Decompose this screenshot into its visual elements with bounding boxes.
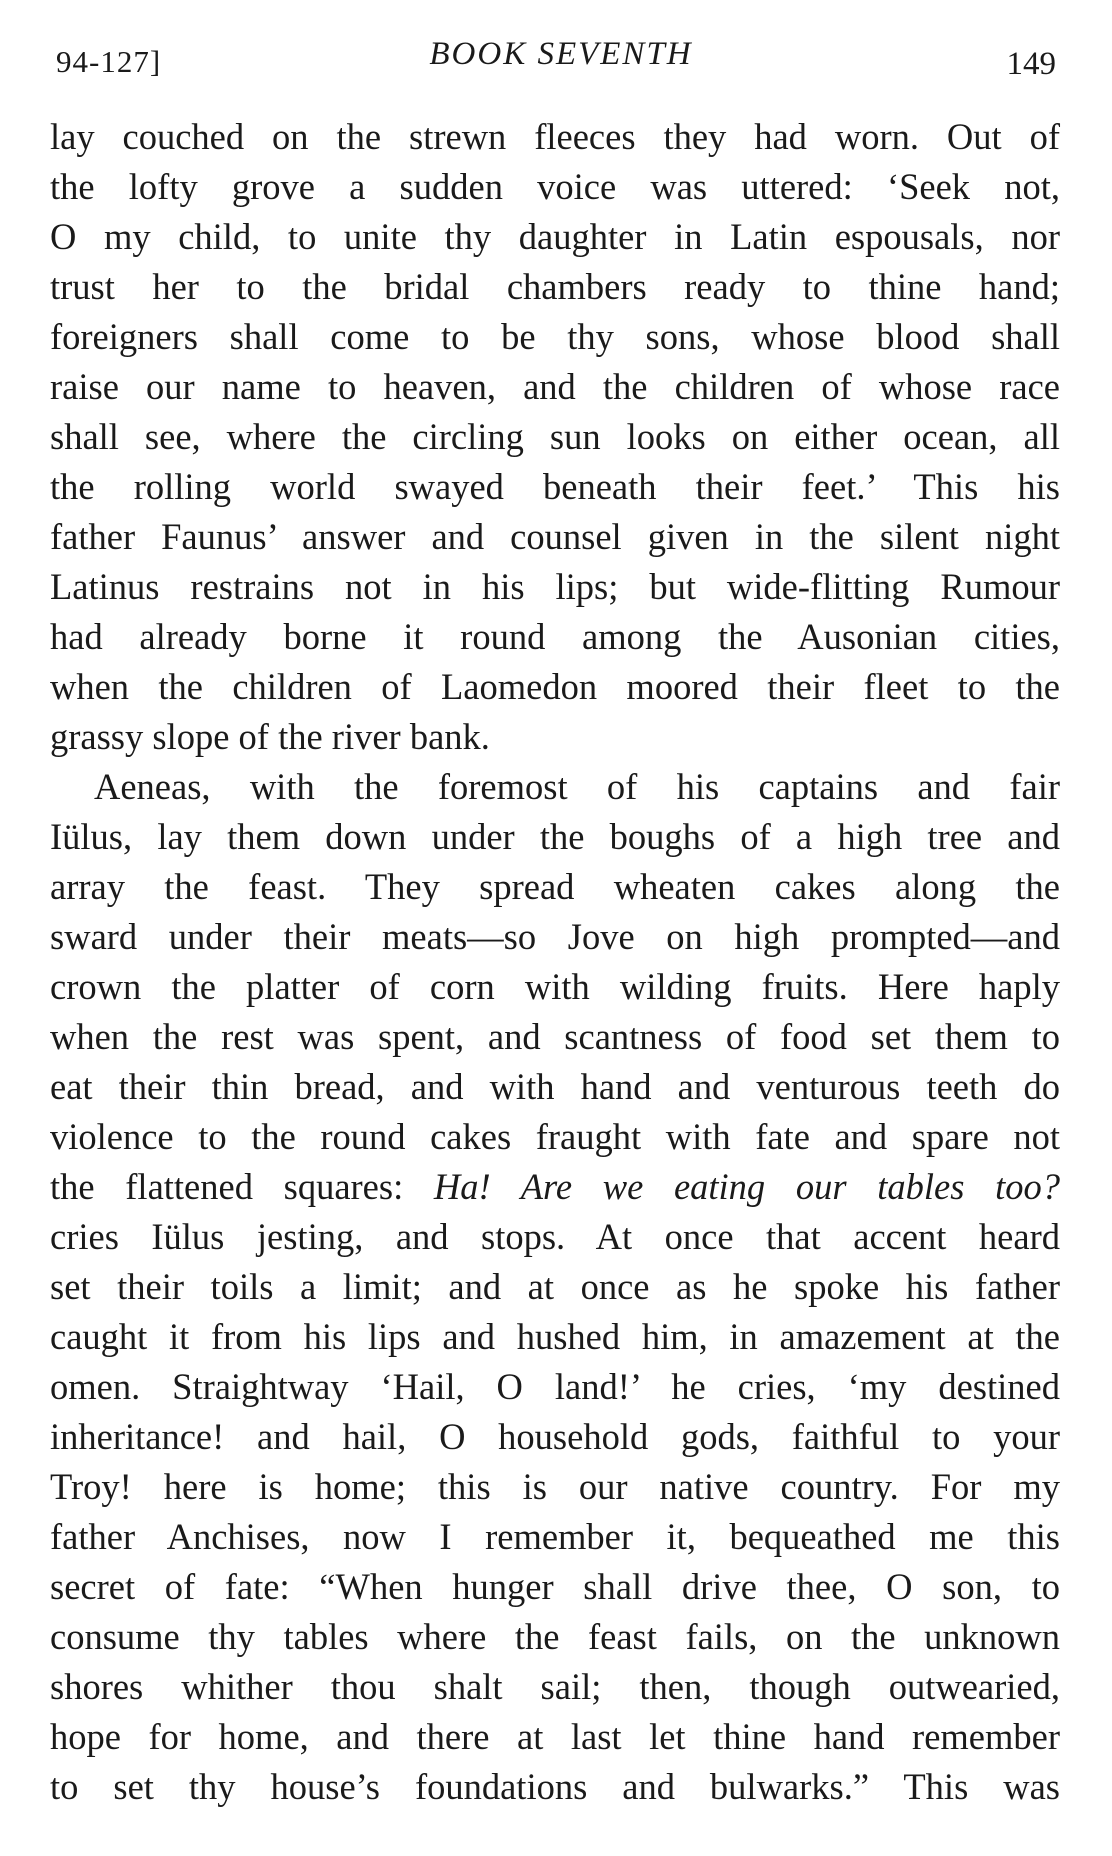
text-line: lay couched on the strewn fleeces they had worn. Out of xyxy=(50,116,1060,157)
running-head xyxy=(56,36,1066,96)
text-line: omen. Straightway ‘Hail, O land!’ he cries, ‘my destined xyxy=(50,1366,1060,1407)
text-line: when the rest was spent, and scantness of food set them to xyxy=(50,1016,1060,1057)
text-line: foreigners shall come to be thy sons, whose blood shall xyxy=(50,316,1060,357)
paragraph-end-line: grassy slope of the river bank. xyxy=(50,716,490,757)
text-line: eat their thin bread, and with hand and venturous teeth do xyxy=(50,1066,1060,1107)
text-line: O my child, to unite thy daughter in Latin espousals, nor xyxy=(50,216,1060,257)
text-line-with-italic xyxy=(50,1162,1060,1212)
text-line: Iülus, lay them down under the boughs of a high tree and xyxy=(50,816,1060,857)
text-line: cries Iülus jesting, and stops. At once that accent heard xyxy=(50,1216,1060,1257)
text-line: violence to the round cakes fraught with fate and spare not xyxy=(50,1116,1060,1157)
text-line: inheritance! and hail, O household gods, faithful to your xyxy=(50,1416,1060,1457)
text-line: the lofty grove a sudden voice was uttered: ‘Seek not, xyxy=(50,166,1060,207)
book-title: BOOK SEVENTH xyxy=(429,36,693,72)
text-line: sward under their meats—so Jove on high prompted—and xyxy=(50,916,1060,957)
text-line: Troy! here is home; this is our native country. For my xyxy=(50,1466,1060,1507)
text-line: Latinus restrains not in his lips; but wide-flitting Rumour xyxy=(50,566,1060,607)
text-line: hope for home, and there at last let thine hand remember xyxy=(50,1716,1060,1757)
text-line: trust her to the bridal chambers ready to thine hand; xyxy=(50,266,1060,307)
text-line: set their toils a limit; and at once as he spoke his father xyxy=(50,1266,1060,1307)
paragraph-start-line: Aeneas, with the foremost of his captains and fair xyxy=(94,766,1060,807)
text-line: array the feast. They spread wheaten cakes along the xyxy=(50,866,1060,907)
page-number: 149 xyxy=(1006,46,1056,82)
text-line: caught it from his lips and hushed him, in amazement at the xyxy=(50,1316,1060,1357)
text-line: the rolling world swayed beneath their feet.’ This his xyxy=(50,466,1060,507)
text-line: consume thy tables where the feast fails, on the unknown xyxy=(50,1616,1060,1657)
text-line: when the children of Laomedon moored their fleet to the xyxy=(50,666,1060,707)
text-line: crown the platter of corn with wilding fruits. Here haply xyxy=(50,966,1060,1007)
line-range: 94-127] xyxy=(56,44,162,79)
text-line: had already borne it round among the Ausonian cities, xyxy=(50,616,1060,657)
text-line: father Anchises, now I remember it, bequeathed me this xyxy=(50,1516,1060,1557)
text-line: secret of fate: “When hunger shall drive thee, O son, to xyxy=(50,1566,1060,1607)
text-line: raise our name to heaven, and the children of whose race xyxy=(50,366,1060,407)
body-text xyxy=(50,112,1060,1812)
text-line: father Faunus’ answer and counsel given in the silent night xyxy=(50,516,1060,557)
text-line: shores whither thou shalt sail; then, though outwearied, xyxy=(50,1666,1060,1707)
text-segment: the flattened squares: xyxy=(50,1166,404,1207)
italic-quote: Ha! Are we eating our tables too? xyxy=(433,1166,1060,1207)
text-line: shall see, where the circling sun looks on either ocean, all xyxy=(50,416,1060,457)
text-line: to set thy house’s foundations and bulwarks.” This was xyxy=(50,1766,1060,1807)
